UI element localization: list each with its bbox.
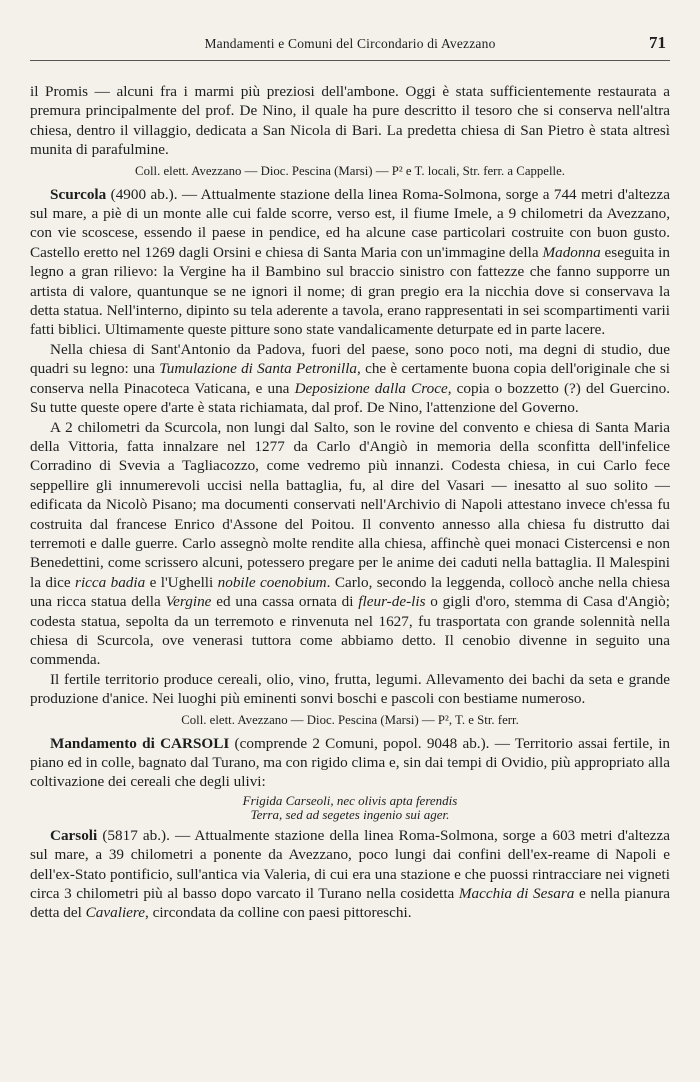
paragraph-promis (30, 82, 670, 160)
italic-term: fleur-de-lis (358, 593, 426, 611)
entry-heading-carsoli: Carsoli (50, 826, 98, 844)
text-run: Il fertile territorio produce cereali, olio, vino, frutta, legumi. Allevamento dei bachi da seta e grande produzione d'anice. Nei luoghi più eminenti sonvi boschi e pascoli con bestiame numeroso. (30, 670, 670, 708)
verse-line: Terra, sed ad segetes ingenio sui ager. (250, 807, 450, 823)
italic-term: ricca badia (75, 573, 146, 591)
entry-heading-mandamento-carsoli: Mandamento di CARSOLI (50, 734, 230, 752)
electoral-note-scurcola: Coll. elett. Avezzano — Dioc. Pescina (Marsi) — P², T. e Str. ferr. (181, 712, 519, 727)
entry-heading-scurcola: Scurcola (50, 185, 107, 203)
text-run: , che è certamente buona copia dell'originale che si conserva nella Pinacoteca Vaticana, e una (30, 360, 670, 397)
text-run: A 2 chilometri da Scurcola, non lungi dal Salto, son le rovine del convento e chiesa di Santa Maria della Vittoria, fatta innalzare nel 1277 da Carlo d'Angiò in memoria della sconfitta dell'infelice Corradino di Svevia a Tagliacozzo, come vedremo più innanzi. Codesta chiesa, in cui Carlo fece seppellire gli innumerevoli uccisi nella battaglia, fu, al dire del Vasari — inesatto al suo solito — edificata da Nicolò Pisano; ma documenti conservati nell'Archivio di Napoli attestano invece ch'essa fu costruita dal francese Enrico d'Assone del Poitou. Il convento annesso alla chiesa fu distrutto dai terremoti e dalle guerre. Carlo assegnò molte rendite alla chiesa, affinchè quei monaci Cistercensi e non Benedettini, come scrissero alcuni, potessero pregare per le anime dei caduti nella battaglia. Il Malespini la dice (30, 418, 670, 591)
text-run: o gigli d'oro, stemma di Casa d'Angiò; codesta statua, sepolta da un terremoto e rinvenuta nel 1627, fu trasportata con grande solennità nella chiesa di Scurcola, ove venerasi tuttora come abbiamo detto. Il cenobio divenne in seguito una commenda. (30, 593, 670, 669)
page-body (30, 82, 670, 923)
italic-term: Tumulazione di Santa Petronilla (159, 360, 358, 378)
verse-line: Frigida Carseoli, nec olivis apta ferendis (242, 792, 458, 808)
text-run: eseguita in legno a gran rilievo: la Vergine ha il Bambino sul braccio sinistro con fattezze che fanno supporre un artista di valore, quantunque se ne ignori il nome; di gran pregio era la nicchia dove si conservava la detta statua. Nell'interno, dipinto su tela aderente a tavola, erano rappresentati in sei scompartimenti varii fatti biblici. Ultimamente queste pitture sono state vandalicamente deturpate ed in parte lacere. (30, 243, 670, 339)
italic-term: Macchia di Sesara (458, 885, 575, 903)
text-run: (5817 ab.). — Attualmente stazione della linea Roma-Solmona, sorge a 603 metri d'altezza sul mare, a 39 chilometri a ponente da Avezzano, poco lungi dai confini dell'ex-reame di Napoli e dell'ex-Stato pontificio, sull'antica via Valeria, di cui era una stazione e che puossi rintracciare nei vigneti circa 3 chilometri più al basso dopo varcato il Turano nella cosidetta (30, 826, 670, 903)
running-head: Mandamenti e Comuni del Circondario di Avezzano (204, 36, 496, 51)
page-header (30, 30, 670, 61)
text-run: Nella chiesa di Sant'Antonio da Padova, fuori del paese, sono poco noti, ma degni di studio, due quadri su legno: una (30, 340, 670, 378)
text-run: e nella pianura detta del (30, 885, 670, 922)
text-run: (comprende 2 Comuni, popol. 9048 ab.). — Territorio assai fertile, in piano ed in colle, bagnato dal Turano, ma con rigido clima e, sin dai tempi di Ovidio, più appropriato alla coltivazione dei cereali che degli ulivi: (30, 734, 671, 791)
paragraph-santa-maria-vittoria (30, 418, 670, 670)
text-run: (4900 ab.). — Attualmente stazione della linea Roma-Solmona, sorge a 744 metri d'altezza sul mare, a piè di un monte alle cui falde scorre, verso est, il fiume Imele, a 9 chilometri da Avezzano, con vie scoscese, essendo il paese in pendice, ed ha alcune case particolari costruite con buon gusto. Castello eretto nel 1269 dagli Orsini e chiesa di Santa Maria con un'immagine della (30, 185, 670, 261)
italic-term: Cavaliere (85, 904, 145, 922)
italic-term: Vergine (165, 593, 212, 611)
electoral-note-scurcola-church: Coll. elett. Avezzano — Dioc. Pescina (Marsi) — P² e T. locali, Str. ferr. a Cappelle. (135, 163, 565, 178)
italic-term: Deposizione dalla Croce (294, 379, 448, 397)
text-run: , copia o bozzetto (?) del Guercino. Su tutte queste opere d'arte è stata richiamata, dal prof. De Nino, l'attenzione del Governo. (30, 379, 670, 417)
text-run: , circondata da colline con paesi pittoreschi. (145, 904, 412, 922)
paragraph-territorio (30, 670, 670, 709)
page-number: 71 (649, 33, 666, 52)
paragraph-sant-antonio (30, 340, 670, 418)
text-run: il Promis — alcuni fra i marmi più preziosi dell'ambone. Oggi è stata sufficientemente restaurata a premura principalmente del prof. De Nino, il quale ha pure descritto il tesoro che si conserva nell'altra chiesa, dentro il villaggio, dedicata a San Nicola di Bari. La predetta chiesa di San Pietro è stata altresì munita di parafulmine. (30, 83, 670, 159)
ovid-verse-quote (30, 794, 670, 823)
paragraph-mandamento-carsoli (30, 734, 670, 792)
italic-term: Madonna (542, 243, 601, 261)
text-run: . Carlo, secondo la leggenda, collocò anche nella chiesa una ricca statua della (30, 573, 670, 611)
text-run: ed una cassa ornata di (211, 593, 359, 611)
paragraph-scurcola (30, 185, 670, 340)
paragraph-carsoli (30, 826, 670, 923)
text-run: e l'Ughelli (145, 573, 218, 591)
italic-term: nobile coenobium (217, 573, 327, 591)
